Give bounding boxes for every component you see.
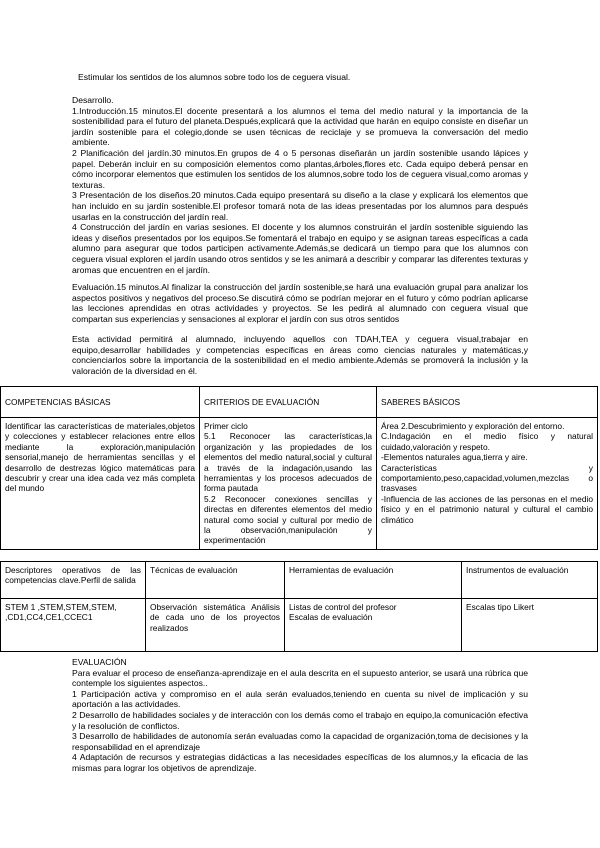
cell-saberes xyxy=(377,418,598,550)
header-herramientas: Herramientas de evaluación xyxy=(285,562,462,599)
intro-paragraph xyxy=(72,72,528,83)
evaluacion-table xyxy=(0,561,598,652)
header-descriptores: Descriptores operativos de las competencias clave.Perfil de salida xyxy=(1,562,146,599)
cell-tecnicas: Observación sistemática Análisis de cada uno de los proyectos realizados xyxy=(146,599,285,652)
criterio-5-2: 5.2 Reconocer conexiones sencillas y directas en diferentes elementos del medio natural como social y cultural por medio de la observación,manipulación y experimentación xyxy=(204,493,372,546)
criterios-ciclo: Primer ciclo xyxy=(204,421,248,431)
herramienta-1: Listas de control del profesor xyxy=(289,602,397,612)
cell-instrumentos: Escalas tipo Likert xyxy=(462,599,598,652)
cell-criterios xyxy=(200,418,377,550)
evaluacion-actividad-text: Evaluación.15 minutos.Al finalizar la construcción del jardín sostenible,se hará una evaluación grupal para analizar los aspectos positivos y negativos del proceso.Se discutirá cómo se podrían mejorar en el futuro y cómo podrían aplicarse las lecciones aprendidas en otras actividades y proyectos. Se les pedirá al alumnado con ceguera visual que compartan sus experiencias y sensaciones al explorar el jardín con sus otros sentidos xyxy=(72,282,528,324)
cell-competencias xyxy=(1,418,200,550)
evaluacion-actividad-paragraph xyxy=(72,282,528,324)
desarrollo-title: Desarrollo. xyxy=(72,95,114,105)
cell-herramientas xyxy=(285,599,462,652)
cell-descriptores: STEM 1 ,STEM,STEM,STEM, ,CD1,CC4,CE1,CCEC1 xyxy=(1,599,146,652)
herramienta-2: Escalas de evaluación xyxy=(289,612,373,623)
desarrollo-item-4: 4 Construcción del jardín en varias sesiones. El docente y los alumnos construirán el jardín sostenible siguiendo las ideas y diseños presentados por los equipos.Se fomentará el trabajo en equipo y se asignan tareas específicas a cada alumno para asegurar que todos participen activamente.Además,se dedicará un tiempo para que los alumnos con ceguera visual exploren el jardín usando otros sentidos y se les animará a describir y comparar las diferentes texturas y aromas que encuentren en el jardín. xyxy=(72,222,528,275)
intro-text: Estimular los sentidos de los alumnos sobre todo los de ceguera visual. xyxy=(78,72,351,82)
evaluacion-title: EVALUACIÓN xyxy=(72,657,127,667)
conclusion-text: Esta actividad permitirá al alumnado, incluyendo aquellos con TDAH,TEA y ceguera visual,trabajar en equipo,desarrollar habilidades y competencias específicas en áreas como ciencias naturales y matemáticas,y concienciarlos sobre la importancia de la sostenibilidad en el medio ambiente.Además se promoverá la inclusión y la valoración de la diversidad en él. xyxy=(72,334,528,376)
evaluacion-item-4: 4 Adaptación de recursos y estrategias didácticas a las necesidades específicas de los alumnos,y la eficacia de las mismas para lograr los objetivos de aprendizaje. xyxy=(72,752,528,773)
evaluacion-item-3: 3 Desarrollo de habilidades de autonomía serán evaluadas como la capacidad de organización,toma de decisiones y la responsabilidad en el aprendizaje xyxy=(72,731,528,752)
saberes-area: Área 2.Descubrimiento y exploración del entorno. xyxy=(381,421,565,431)
saberes-e2: Características y comportamiento,peso,capacidad,volumen,mezclas o trasvases xyxy=(381,462,593,494)
desarrollo-item-2: 2 Planificación del jardín.30 minutos.En grupos de 4 o 5 personas diseñarán un jardín sostenible usando lápices y papel. Deberán incluir en su composición elementos como plantas,árboles,flores etc. Cada equipo deberá pensar en cómo incorporar elementos que estimulen los sentidos de los alumnos,sobre todo los de ceguera visual,como aromas y texturas. xyxy=(72,147,528,190)
header-criterios: CRITERIOS DE EVALUACIÓN xyxy=(200,387,377,418)
conclusion-paragraph xyxy=(72,334,528,376)
saberes-e3: -Influencia de las acciones de las personas en el medio físico y en el patrimonio natural y cultural el cambio climático xyxy=(381,493,593,525)
header-saberes: SABERES BÁSICOS xyxy=(377,387,598,418)
header-instrumentos: Instrumentos de evaluación xyxy=(462,562,598,599)
desarrollo-item-1: 1.Introducción.15 minutos.El docente presentará a los alumnos el tema del medio natural y la importancia de la sostenibilidad para el futuro del planeta.Después,explicará que la actividad que harán en equipo consiste en diseñar un jardín sostenible para el colegio,donde se usen técnicas de reciclaje y se promueva la conversación del medio ambiente. xyxy=(72,105,528,148)
evaluacion-item-2: 2 Desarrollo de habilidades sociales y de interacción con los demás como el trabajo en equipo,la comunicación efectiva y la resolución de conflictos. xyxy=(72,709,528,731)
competencias-text: Identificar las características de materiales,objetos y colecciones y establecer relaciones entre ellos mediante la exploración,manipulación sensorial,manejo de herramientas sencillas y el desarrollo de destrezas lógico matemáticas para descubrir y crear una idea cada vez más completa del mundo xyxy=(5,421,195,494)
saberes-c: C.Indagación en el medio físico y natural cuidado,valoración y respeto. xyxy=(381,431,593,452)
desarrollo-item-3: 3 Presentación de los diseños.20 minutos.Cada equipo presentará su diseño a la clase y explicará los elementos que han incluido en su jardín sostenible.El profesor tomará nota de las ideas presentadas por los alumnos para después usarlas en la construcción del jardín real. xyxy=(72,190,528,222)
saberes-e1: -Elementos naturales agua,tierra y aire. xyxy=(381,452,528,463)
desarrollo-section xyxy=(72,95,528,275)
header-tecnicas: Técnicas de evaluación xyxy=(146,562,285,599)
evaluacion-intro: Para evaluar el proceso de enseñanza-aprendizaje en el aula descrita en el supuesto anterior, se usará una rúbrica que contemple los siguientes aspectos.. xyxy=(72,667,528,689)
evaluacion-item-1: 1 Participación activa y compromiso en el aula serán evaluados,teniendo en cuenta su nivel de implicación y su aportación a las actividades. xyxy=(72,688,528,710)
evaluacion-section xyxy=(72,657,528,774)
competencias-table xyxy=(0,386,598,550)
criterio-5-1: 5.1 Reconocer las características,la organización y las propiedades de los elementos del medio natural,social y cultural a través de la indagación,usando las herramientas y los procesos adecuados de forma pautada xyxy=(204,431,372,494)
header-competencias: COMPETENCIAS BÁSICAS xyxy=(1,387,200,418)
